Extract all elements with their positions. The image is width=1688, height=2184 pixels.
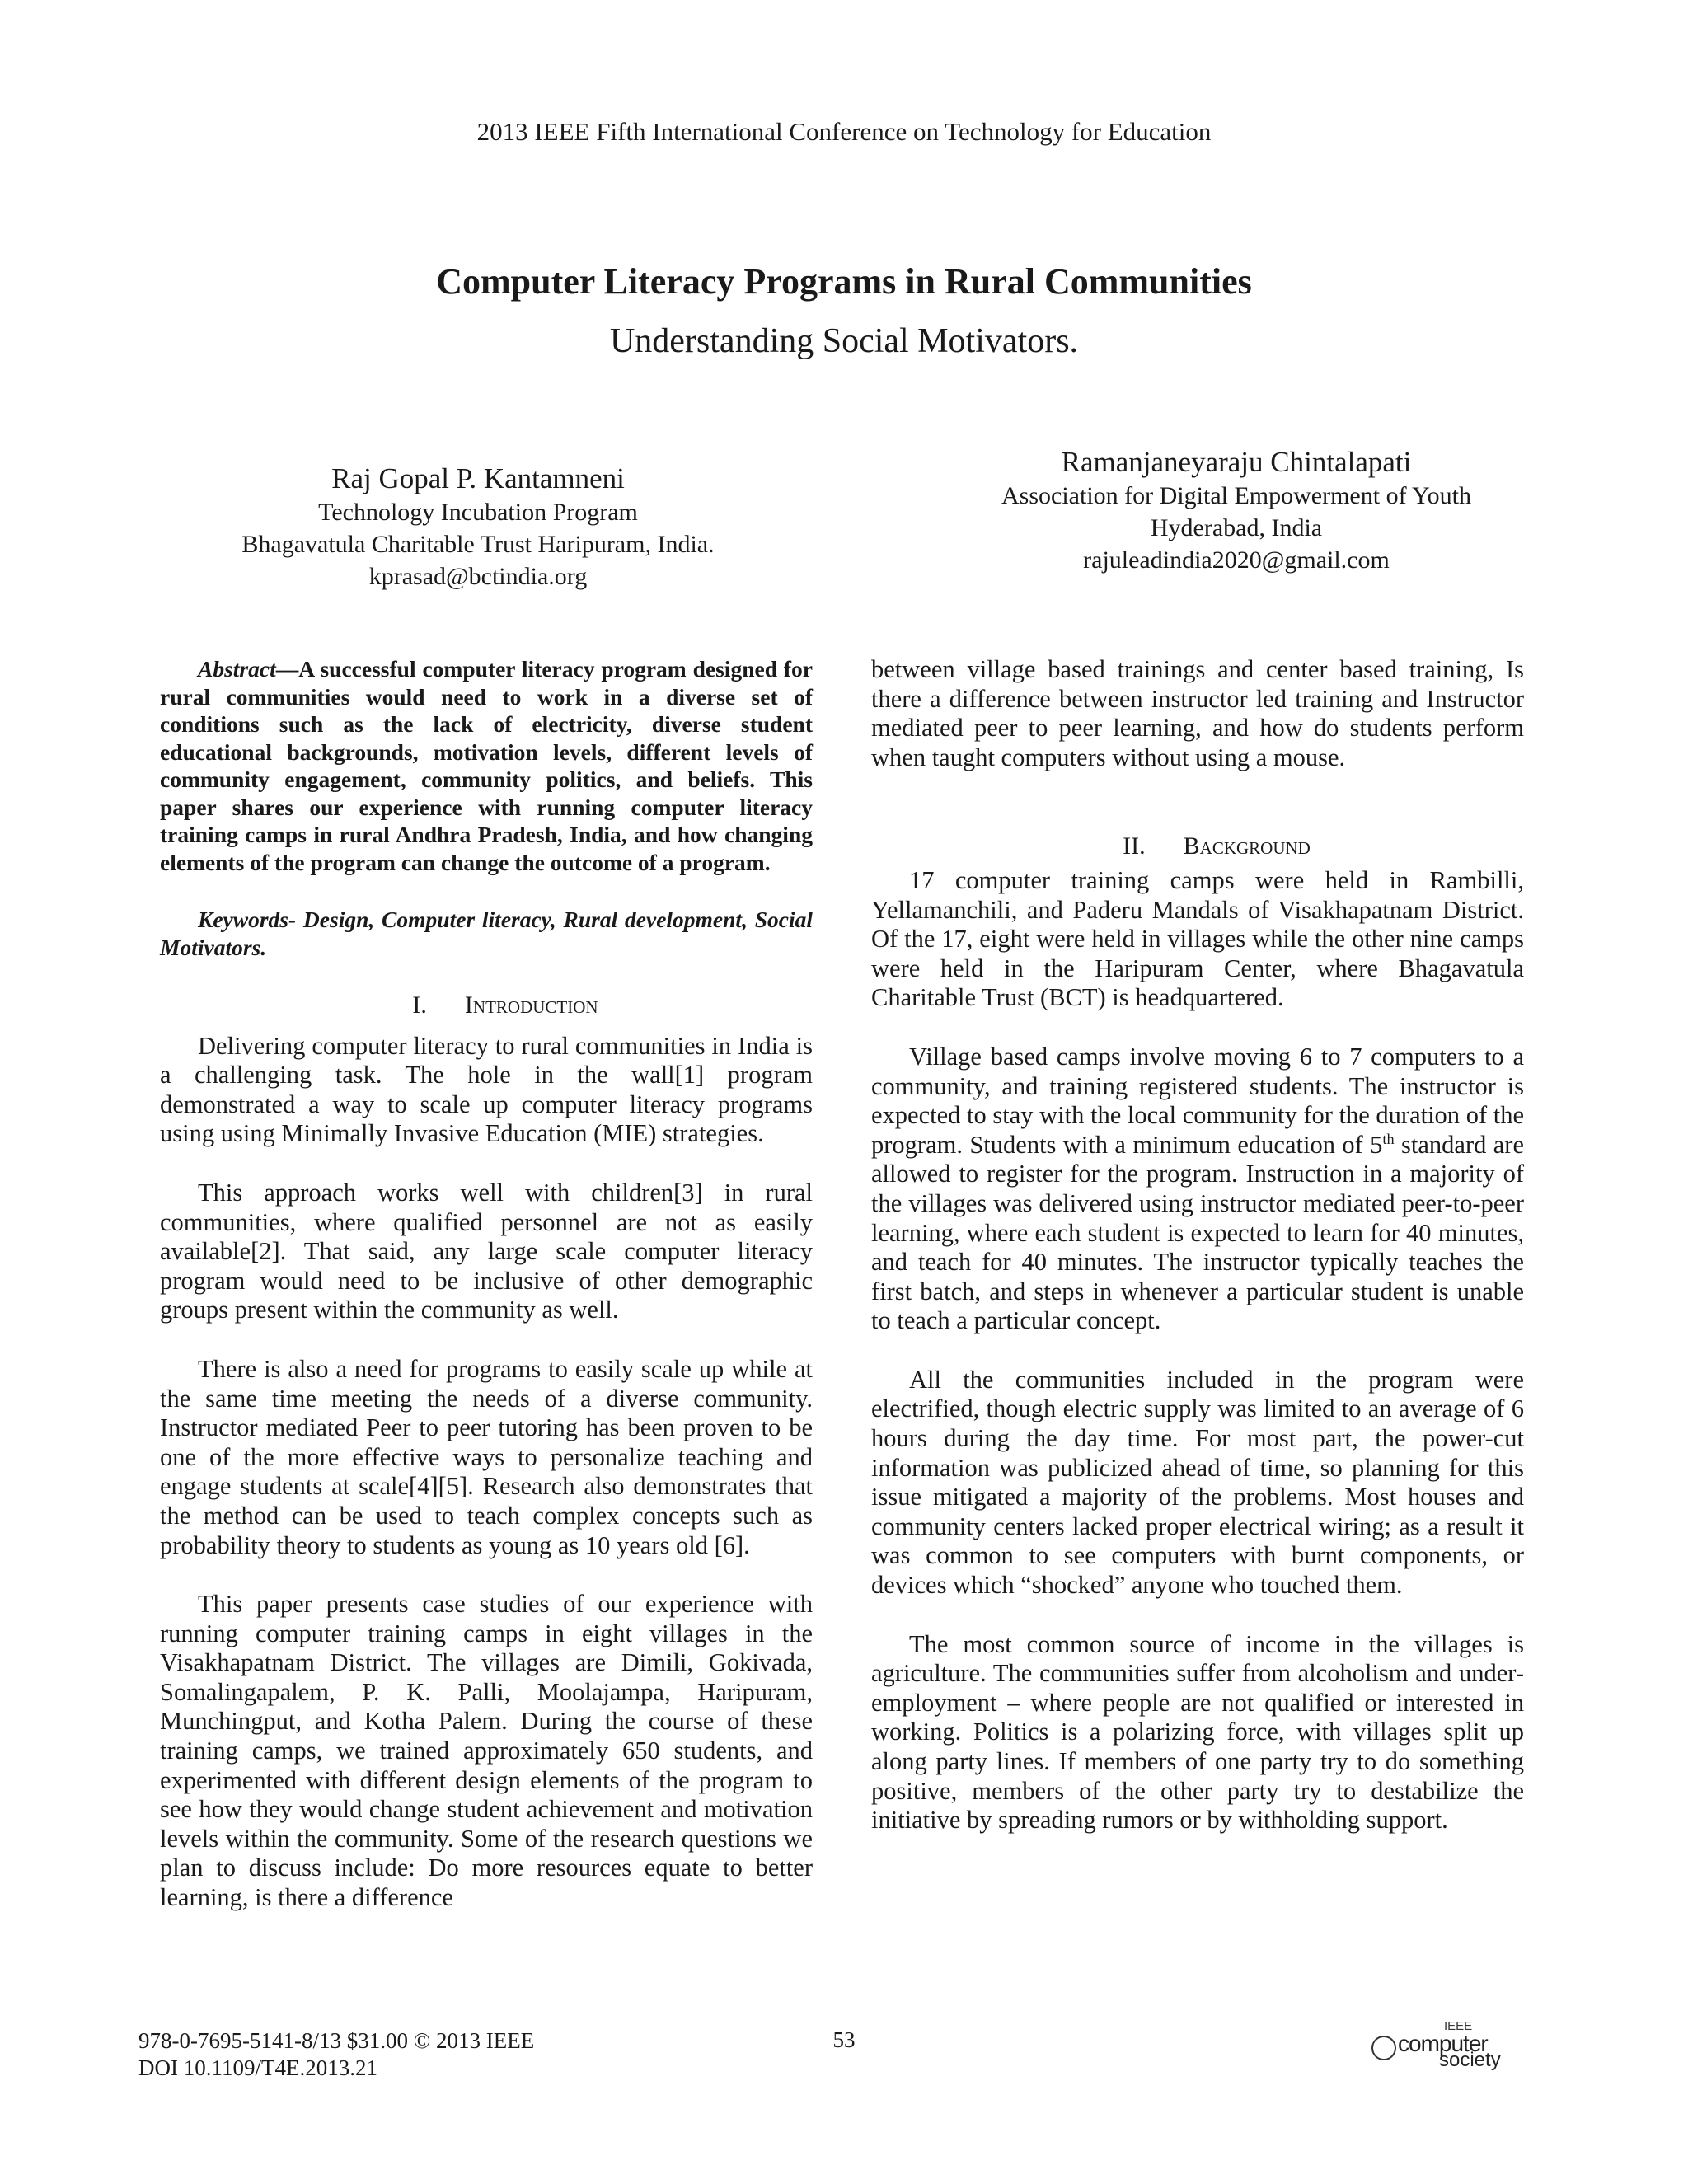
author-block-2 xyxy=(915,445,1558,576)
abstract-text: A successful computer literacy program designed for rural communities would need to work in a diverse set of conditions such as the lack of electricity, diverse student educational backgrounds, motivation levels, different levels of community engagement, community politics, and beliefs. This paper shares our experience with running computer literacy training camps in rural Andhra Pradesh, India, and how changing elements of the program can change the outcome of a program. xyxy=(160,656,813,875)
section-title: Background xyxy=(1183,832,1311,860)
intro-paragraph: This paper presents case studies of our experience with running computer training camps in eight villages in the Visakhapatnam District. The villages are Dimili, Gokivada, Somalingapalem, P. K. Palli, Moolajampa, Haripuram, Munchingput, and Kotha Palem. During the course of these training camps, we trained approximately 650 students, and experimented with different design elements of the program to see how they would change student achievement and motivation levels within the community. Some of the research questions we plan to discuss include: Do more resources equate to better learning, is there a difference xyxy=(160,1590,813,1912)
background-paragraph: All the communities included in the program were electrified, though electric supply was limited to an average of 6 hours during the day time. For most part, the power-cut information was publicized ahead of time, so planning for this issue mitigated a majority of the problems. Most houses and community centers lacked proper electrical wiring; as a result it was common to see computers with burnt components, or devices which “shocked” anyone who touched them. xyxy=(871,1365,1524,1600)
section-title: Introduction xyxy=(464,991,598,1019)
author-location: Hyderabad, India xyxy=(1150,514,1323,541)
spacer xyxy=(871,1336,1524,1366)
conference-header: 2013 IEEE Fifth International Conference on Technology for Education xyxy=(476,117,1212,146)
section-heading-introduction xyxy=(160,991,813,1020)
left-column xyxy=(160,655,813,1913)
author-email[interactable]: kprasad@bctindia.org xyxy=(368,563,588,590)
paragraph-text: Village based camps involve moving 6 to 7 computers to a community, and training registered students. The instructor is expected to stay with the local community for the duration of the program. Students with a minimum education of 5 xyxy=(871,1042,1524,1159)
author-block-1 xyxy=(198,462,758,593)
author-email[interactable]: rajuleadindia2020@gmail.com xyxy=(1083,546,1390,574)
superscript: th xyxy=(1382,1130,1395,1147)
author-affiliation: Technology Incubation Program xyxy=(318,499,638,526)
computer-society-emblem-icon xyxy=(1372,2036,1396,2060)
author-name: Raj Gopal P. Kantamneni xyxy=(331,462,625,494)
background-paragraph: 17 computer training camps were held in Rambilli, Yellamanchili, and Paderu Mandals of Visakhapatnam District. Of the 17, eight were held in villages while the other nine camps were held in the Haripuram Center, where Bhagavatula Charitable Trust (BCT) is headquartered. xyxy=(871,865,1524,1012)
paper-subtitle: Understanding Social Motivators. xyxy=(609,322,1079,360)
intro-continuation: between village based trainings and center based training, Is there a difference between instructor led training and Instructor mediated peer to peer learning, and how do students perform when taught computers without using a mouse. xyxy=(871,655,1524,771)
logo-computer-text: computer xyxy=(1398,2031,1488,2056)
intro-paragraph: There is also a need for programs to easily scale up while at the same time meeting the needs of a diverse community. Instructor mediated Peer to peer tutoring has been proven to be one of the more effective ways to personalize teaching and engage students at scale[4][5]. Research also demonstrates that the method can be used to teach complex concepts such as probability theory to students as young as 10 years old [6]. xyxy=(160,1354,813,1559)
section-number: II. xyxy=(1123,832,1146,860)
author-name: Ramanjaneyaraju Chintalapati xyxy=(1061,446,1412,478)
logo-society-text: society xyxy=(1439,2049,1501,2071)
section-heading-background xyxy=(871,832,1524,861)
abstract-dash: — xyxy=(275,656,299,682)
paper-title: Computer Literacy Programs in Rural Communities xyxy=(436,261,1252,302)
abstract xyxy=(160,655,813,876)
author-location: Bhagavatula Charitable Trust Haripuram, India. xyxy=(241,531,715,558)
abstract-label: Abstract xyxy=(198,656,276,682)
intro-paragraph: This approach works well with children[3] in rural communities, where qualified personnel are not as easily available[2]. That said, any large scale computer literacy program would need to be inclusive of other demographic groups present within the community as well. xyxy=(160,1178,813,1324)
spacer xyxy=(160,876,813,906)
spacer xyxy=(160,1020,813,1032)
section-number: I. xyxy=(412,991,427,1019)
ieee-computer-society-logo xyxy=(1372,2019,1536,2069)
spacer xyxy=(871,772,1524,832)
logo-ieee-text: IEEE xyxy=(1444,2019,1473,2033)
spacer xyxy=(160,961,813,991)
spacer xyxy=(160,1325,813,1355)
intro-paragraph: Delivering computer literacy to rural communities in India is a challenging task. The hole in the wall[1] program demonstrated a way to scale up computer literacy programs using using Minimally Invasive Education (MIE) strategies. xyxy=(160,1031,813,1148)
spacer xyxy=(871,1013,1524,1043)
spacer xyxy=(160,1149,813,1179)
right-column xyxy=(871,655,1524,1835)
background-paragraph: The most common source of income in the villages is agriculture. The communities suffer from alcoholism and under-employment – where people are not qualified or interested in working. Politics is a polarizing force, with villages split up along party lines. If members of one party try to do something positive, members of the other party try to destabilize the initiative by spreading rumors or by withholding support. xyxy=(871,1629,1524,1835)
background-paragraph xyxy=(871,1043,1524,1336)
spacer xyxy=(871,1601,1524,1630)
keywords: Keywords- Design, Computer literacy, Rural development, Social Motivators. xyxy=(160,907,813,960)
spacer xyxy=(160,1560,813,1590)
footer-doi: DOI 10.1109/T4E.2013.21 xyxy=(138,2055,377,2080)
page-number: 53 xyxy=(832,2027,856,2052)
paragraph-text: standard are allowed to register for the program. Instruction in a majority of the villages was delivered using instructor mediated peer-to-peer learning, where each student is expected to learn for 40 minutes, and teach for 40 minutes. The instructor typically teaches the first batch, and steps in whenever a particular student is unable to teach a particular concept. xyxy=(871,1130,1524,1335)
footer-isbn: 978-0-7695-5141-8/13 $31.00 © 2013 IEEE xyxy=(138,2028,535,2053)
author-affiliation: Association for Digital Empowerment of Youth xyxy=(1001,482,1471,509)
